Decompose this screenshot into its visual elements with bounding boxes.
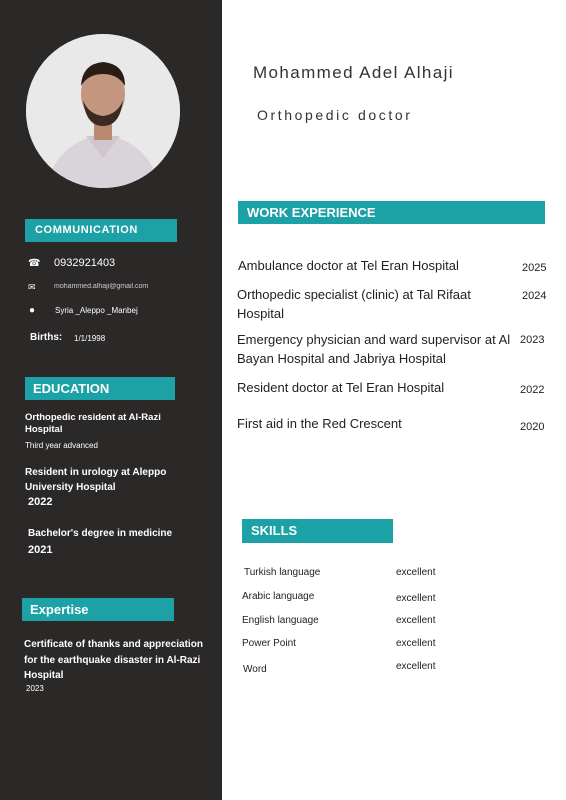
work-item-1: Ambulance doctor at Tel Eran Hospital — [238, 258, 459, 273]
expertise-heading: Expertise — [22, 598, 174, 621]
email-icon: ✉ — [28, 282, 36, 292]
work-experience-heading: WORK EXPERIENCE — [238, 201, 545, 224]
expertise-year: 2023 — [26, 684, 44, 693]
sidebar — [0, 0, 222, 800]
phone-number: 0932921403 — [54, 257, 116, 269]
skill-name: Power Point — [242, 638, 296, 649]
skill-name: Word — [243, 664, 267, 675]
work-item-1-year: 2025 — [522, 262, 547, 274]
work-item-5-year: 2020 — [520, 421, 545, 433]
births-value: 1/1/1998 — [74, 334, 106, 343]
skill-name: Turkish language — [244, 567, 321, 578]
education-item-1-note: Third year advanced — [25, 441, 98, 450]
education-item-2: Resident in urology at Aleppo University Hospital — [25, 467, 167, 493]
full-name: Mohammed Adel Alhaji — [253, 63, 454, 82]
profile-photo — [26, 34, 180, 188]
job-title: Orthopedic doctor — [257, 107, 413, 123]
work-item-2-year: 2024 — [522, 290, 547, 302]
skills-heading: SKILLS — [242, 519, 393, 543]
education-item-1: Orthopedic resident at Al-Razi Hospital — [25, 412, 161, 435]
work-item-3: Emergency physician and ward supervisor at Al Bayan Hospital and Jabriya Hospital — [237, 332, 511, 366]
location-pin-icon: ● — [29, 305, 36, 316]
skill-level: excellent — [396, 593, 436, 604]
phone-icon: ☎ — [28, 258, 41, 269]
work-item-3-year: 2023 — [520, 334, 545, 346]
skill-level: excellent — [396, 615, 436, 626]
skill-level: excellent — [396, 638, 436, 649]
skill-name: English language — [242, 615, 319, 626]
education-item-3-year: 2021 — [28, 544, 53, 556]
education-item-3: Bachelor's degree in medicine — [28, 528, 173, 539]
skill-name: Arabic language — [242, 591, 315, 602]
work-item-2: Orthopedic specialist (clinic) at Tal Rifaat Hospital — [237, 287, 471, 321]
location: Syria _Aleppo _Manbej — [55, 306, 138, 315]
communication-heading: COMMUNICATION — [25, 219, 177, 242]
expertise-item: Certificate of thanks and appreciation for the earthquake disaster in Al-Razi Hospital — [24, 639, 203, 681]
births-label: Births: — [30, 332, 63, 343]
education-item-2-year: 2022 — [28, 496, 53, 508]
work-item-4-year: 2022 — [520, 384, 545, 396]
skill-level: excellent — [396, 661, 436, 672]
work-item-4: Resident doctor at Tel Eran Hospital — [237, 380, 445, 395]
email-address[interactable]: mohammed.alhaji@gmail.com — [54, 283, 149, 290]
education-heading: EDUCATION — [25, 377, 175, 400]
skill-level: excellent — [396, 567, 436, 578]
work-item-5: First aid in the Red Crescent — [237, 416, 402, 431]
